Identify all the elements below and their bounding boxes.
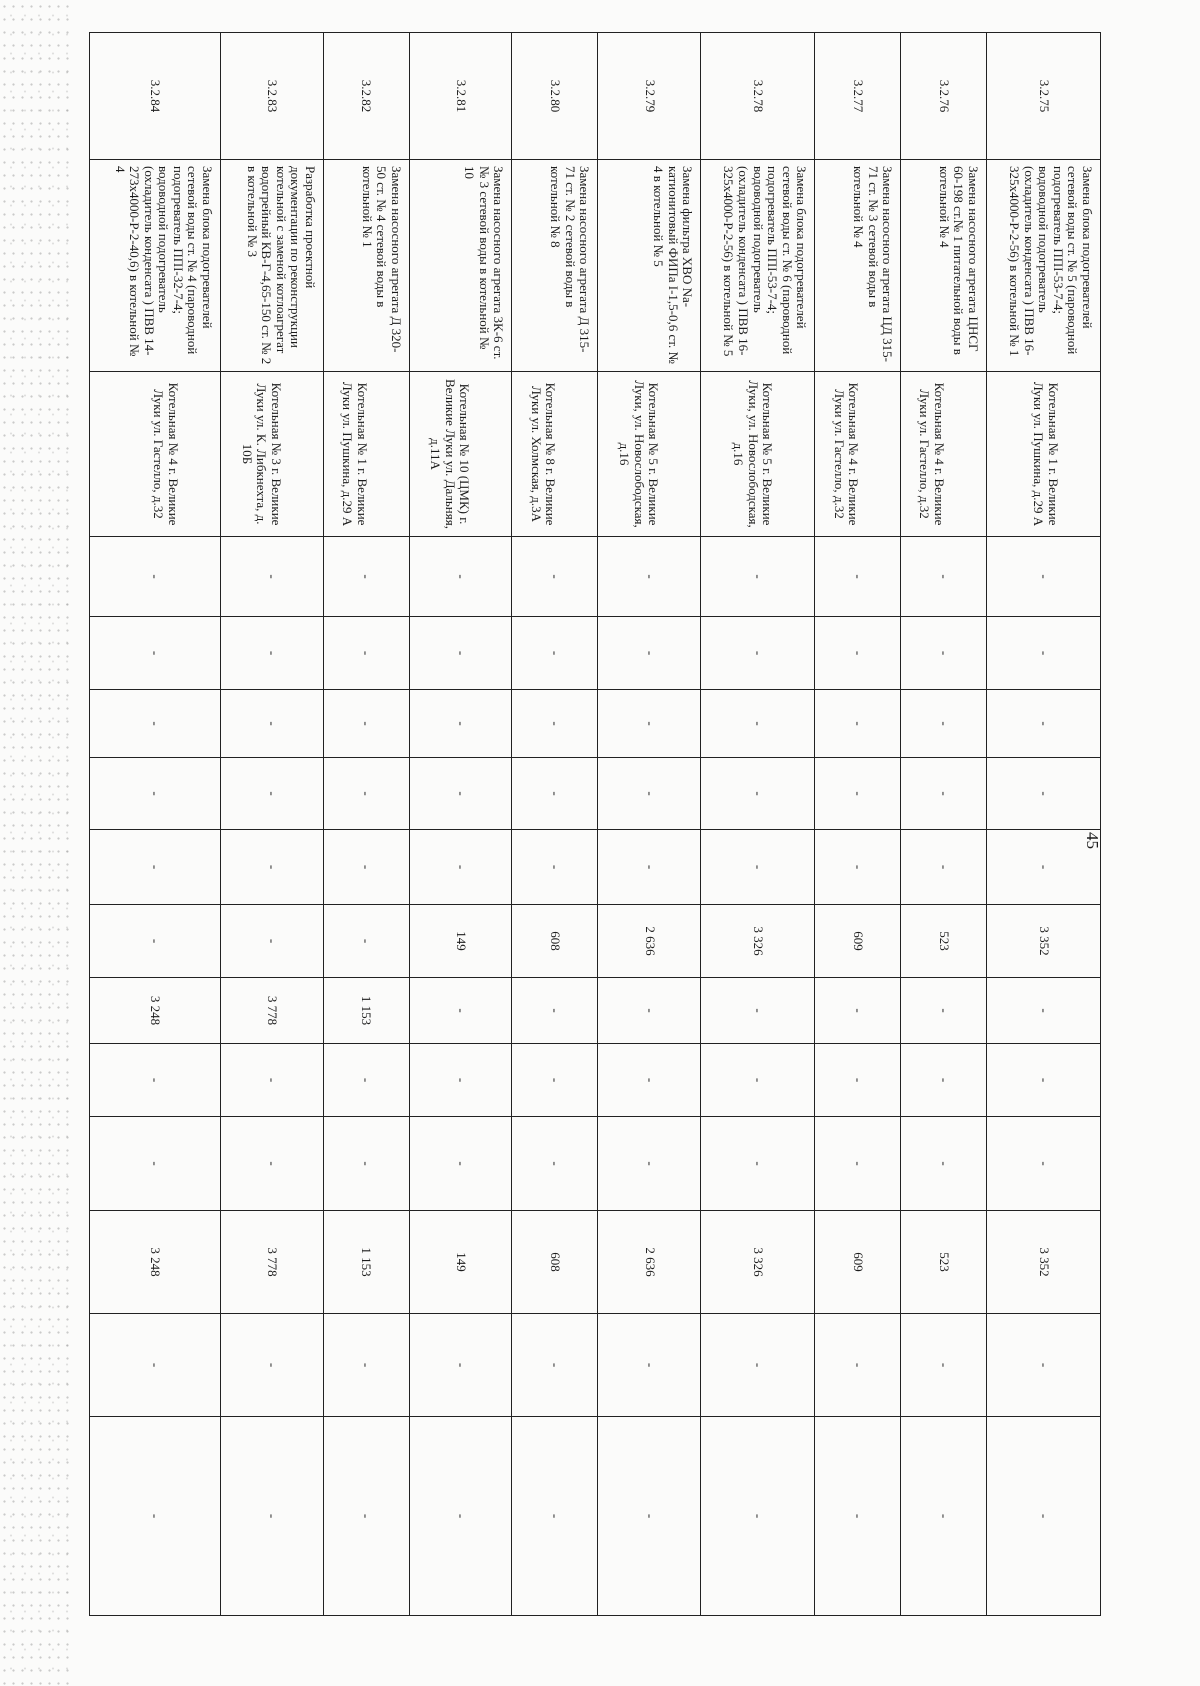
empty-cell: -	[987, 758, 1101, 830]
empty-cell: -	[815, 1314, 901, 1417]
empty-cell: -	[598, 1314, 701, 1417]
empty-cell: -	[701, 690, 815, 758]
empty-cell: -	[90, 690, 221, 758]
empty-cell: -	[409, 758, 512, 830]
empty-cell: -	[220, 1044, 323, 1117]
value-cell: 3 352	[987, 905, 1101, 978]
empty-cell: -	[987, 1417, 1101, 1616]
empty-cell: -	[598, 758, 701, 830]
empty-cell: -	[220, 1417, 323, 1616]
item-address: Котельная № 10 (ЦМК) г. Великие Луки ул. Дальняя, д.11А	[409, 372, 512, 537]
empty-cell: -	[987, 830, 1101, 905]
empty-cell: -	[987, 1044, 1101, 1117]
empty-cell: -	[220, 617, 323, 690]
item-description: Замена насосного агрегата ЦД 315-71 ст. № 3 сетевой воды в котельной № 4	[815, 160, 901, 372]
empty-cell: -	[901, 978, 987, 1044]
item-address: Котельная № 1 г. Великие Луки ул. Пушкина, д.29 А	[323, 372, 409, 537]
empty-cell: -	[220, 690, 323, 758]
empty-cell: -	[815, 617, 901, 690]
empty-cell: -	[90, 758, 221, 830]
value-cell: 2 636	[598, 905, 701, 978]
empty-cell: -	[220, 1117, 323, 1211]
empty-cell: -	[598, 830, 701, 905]
empty-cell: -	[512, 1044, 598, 1117]
empty-cell: -	[90, 1117, 221, 1211]
item-number: 3.2.75	[987, 33, 1101, 160]
table-row	[901, 33, 987, 1616]
empty-cell: -	[323, 617, 409, 690]
empty-cell: -	[701, 1044, 815, 1117]
empty-cell: -	[815, 978, 901, 1044]
empty-cell: -	[815, 830, 901, 905]
value-cell: 523	[901, 1211, 987, 1314]
table-row	[987, 33, 1101, 1616]
empty-cell: -	[901, 830, 987, 905]
empty-cell: -	[512, 690, 598, 758]
table-row	[701, 33, 815, 1616]
item-description: Замена блока подогревателей сетевой воды ст. № 5 (пароводной подогреватель ППI-53-7-4; водоводной подогреватель (охладитель конденсата ) ПВВ 16-325х4000-Р-2-56) в котельной № 1	[987, 160, 1101, 372]
empty-cell: -	[815, 1417, 901, 1616]
empty-cell: -	[598, 537, 701, 617]
table-row	[220, 33, 323, 1616]
item-address: Котельная № 8 г. Великие Луки ул. Холмская, д.3А	[512, 372, 598, 537]
value-cell: 3 352	[987, 1211, 1101, 1314]
empty-cell: -	[815, 1117, 901, 1211]
empty-cell: -	[409, 617, 512, 690]
value-cell: 609	[815, 1211, 901, 1314]
empty-cell: -	[323, 830, 409, 905]
table-row	[512, 33, 598, 1616]
item-address: Котельная № 5 г. Великие Луки, ул. Новослободская, д.16	[701, 372, 815, 537]
empty-cell: -	[901, 758, 987, 830]
empty-cell: -	[987, 690, 1101, 758]
item-number: 3.2.80	[512, 33, 598, 160]
empty-cell: -	[220, 537, 323, 617]
value-cell: 3 248	[90, 978, 221, 1044]
empty-cell: -	[409, 1044, 512, 1117]
table-row	[90, 33, 221, 1616]
value-cell: 523	[901, 905, 987, 978]
item-number: 3.2.84	[90, 33, 221, 160]
empty-cell: -	[409, 1117, 512, 1211]
empty-cell: -	[323, 1417, 409, 1616]
empty-cell: -	[512, 1314, 598, 1417]
empty-cell: -	[512, 978, 598, 1044]
item-number: 3.2.78	[701, 33, 815, 160]
empty-cell: -	[701, 978, 815, 1044]
item-description: Замена насосного агрегата Д 315-71 ст. № 2 сетевой воды в котельной № 8	[512, 160, 598, 372]
item-number: 3.2.76	[901, 33, 987, 160]
empty-cell: -	[598, 1417, 701, 1616]
empty-cell: -	[512, 1417, 598, 1616]
value-cell: 3 778	[220, 978, 323, 1044]
empty-cell: -	[409, 830, 512, 905]
empty-cell: -	[901, 1117, 987, 1211]
empty-cell: -	[409, 978, 512, 1044]
empty-cell: -	[512, 617, 598, 690]
value-cell: 1 153	[323, 1211, 409, 1314]
empty-cell: -	[90, 905, 221, 978]
table-body	[90, 33, 1101, 1616]
empty-cell: -	[987, 1314, 1101, 1417]
empty-cell: -	[701, 830, 815, 905]
empty-cell: -	[409, 1314, 512, 1417]
empty-cell: -	[598, 1044, 701, 1117]
empty-cell: -	[512, 758, 598, 830]
value-cell: 2 636	[598, 1211, 701, 1314]
value-cell: 608	[512, 1211, 598, 1314]
empty-cell: -	[701, 1314, 815, 1417]
empty-cell: -	[901, 1417, 987, 1616]
value-cell: 1 153	[323, 978, 409, 1044]
item-description: Разработка проектной документации по реконструкции котельной с заменой котлоагрегат водогрейный КВ-Г-4,65-150 ст. № 2 в котельной № 3	[220, 160, 323, 372]
item-address: Котельная № 5 г. Великие Луки, ул. Новослободская, д.16	[598, 372, 701, 537]
empty-cell: -	[220, 1314, 323, 1417]
value-cell: 3 248	[90, 1211, 221, 1314]
empty-cell: -	[815, 758, 901, 830]
page-number: 45	[1083, 832, 1102, 849]
empty-cell: -	[987, 537, 1101, 617]
empty-cell: -	[90, 617, 221, 690]
empty-cell: -	[323, 1117, 409, 1211]
empty-cell: -	[220, 905, 323, 978]
empty-cell: -	[701, 537, 815, 617]
empty-cell: -	[598, 690, 701, 758]
empty-cell: -	[701, 1417, 815, 1616]
empty-cell: -	[987, 1117, 1101, 1211]
item-number: 3.2.82	[323, 33, 409, 160]
empty-cell: -	[987, 617, 1101, 690]
empty-cell: -	[815, 537, 901, 617]
empty-cell: -	[220, 758, 323, 830]
item-description: Замена насосного агрегата Д 320-50 ст. № 4 сетевой воды в котельной № 1	[323, 160, 409, 372]
empty-cell: -	[987, 978, 1101, 1044]
empty-cell: -	[901, 537, 987, 617]
empty-cell: -	[598, 1117, 701, 1211]
empty-cell: -	[323, 758, 409, 830]
empty-cell: -	[90, 537, 221, 617]
empty-cell: -	[90, 1417, 221, 1616]
empty-cell: -	[598, 978, 701, 1044]
value-cell: 149	[409, 1211, 512, 1314]
value-cell: 149	[409, 905, 512, 978]
empty-cell: -	[901, 1044, 987, 1117]
empty-cell: -	[815, 1044, 901, 1117]
empty-cell: -	[409, 690, 512, 758]
value-cell: 3 326	[701, 905, 815, 978]
item-number: 3.2.81	[409, 33, 512, 160]
empty-cell: -	[512, 1117, 598, 1211]
empty-cell: -	[512, 830, 598, 905]
empty-cell: -	[323, 1314, 409, 1417]
item-description: Замена насосного агрегата ЦНСГ 60-198 ст.№ 1 питательной воды в котельной № 4	[901, 160, 987, 372]
empty-cell: -	[323, 537, 409, 617]
table-row	[598, 33, 701, 1616]
empty-cell: -	[598, 617, 701, 690]
empty-cell: -	[220, 830, 323, 905]
item-address: Котельная № 3 г. Великие Луки ул. К. Либкнехта, д. 10Б	[220, 372, 323, 537]
item-address: Котельная № 1 г. Великие Луки ул. Пушкина, д.29 А	[987, 372, 1101, 537]
value-cell: 609	[815, 905, 901, 978]
investment-table	[89, 32, 1101, 1616]
empty-cell: -	[409, 537, 512, 617]
item-description: Замена фильтра ХВО Na-катионитовый ФИПа I-1,5-0,6 ст. № 4 в котельной № 5	[598, 160, 701, 372]
empty-cell: -	[90, 1044, 221, 1117]
empty-cell: -	[901, 617, 987, 690]
empty-cell: -	[409, 1417, 512, 1616]
empty-cell: -	[90, 830, 221, 905]
item-number: 3.2.77	[815, 33, 901, 160]
empty-cell: -	[701, 758, 815, 830]
item-description: Замена насосного агрегата 3К-6 ст. № 3 сетевой воды в котельной № 10	[409, 160, 512, 372]
item-description: Замена блока подогревателей сетевой воды ст. № 6 (пароводной подогреватель ППI-53-7-4; водоводной подогреватель (охладитель конденсата ) ПВВ 16-325х4000-Р-2-56) в котельной № 5	[701, 160, 815, 372]
scan-speckle	[0, 0, 70, 1686]
value-cell: 3 326	[701, 1211, 815, 1314]
item-description: Замена блока подогревателей сетевой воды ст. № 4 (пароводной подогреватель ППI-32-7-4; водоводной подогреватель (охладитель конденсата ) ПВВ 14- 273х4000-Р-2-40,6) в котельной № 4	[90, 160, 221, 372]
empty-cell: -	[701, 617, 815, 690]
item-address: Котельная № 4 г. Великие Луки ул. Гастелло, д.32	[90, 372, 221, 537]
item-number: 3.2.79	[598, 33, 701, 160]
table-row	[409, 33, 512, 1616]
empty-cell: -	[901, 690, 987, 758]
empty-cell: -	[901, 1314, 987, 1417]
empty-cell: -	[90, 1314, 221, 1417]
item-address: Котельная № 4 г. Великие Луки ул. Гастелло, д.32	[815, 372, 901, 537]
empty-cell: -	[815, 690, 901, 758]
empty-cell: -	[701, 1117, 815, 1211]
empty-cell: -	[323, 690, 409, 758]
table-row	[815, 33, 901, 1616]
item-number: 3.2.83	[220, 33, 323, 160]
empty-cell: -	[512, 537, 598, 617]
empty-cell: -	[323, 905, 409, 978]
table-row	[323, 33, 409, 1616]
value-cell: 3 778	[220, 1211, 323, 1314]
rotated-table-frame	[89, 32, 1101, 1616]
value-cell: 608	[512, 905, 598, 978]
empty-cell: -	[323, 1044, 409, 1117]
item-address: Котельная № 4 г. Великие Луки ул. Гастелло, д.32	[901, 372, 987, 537]
